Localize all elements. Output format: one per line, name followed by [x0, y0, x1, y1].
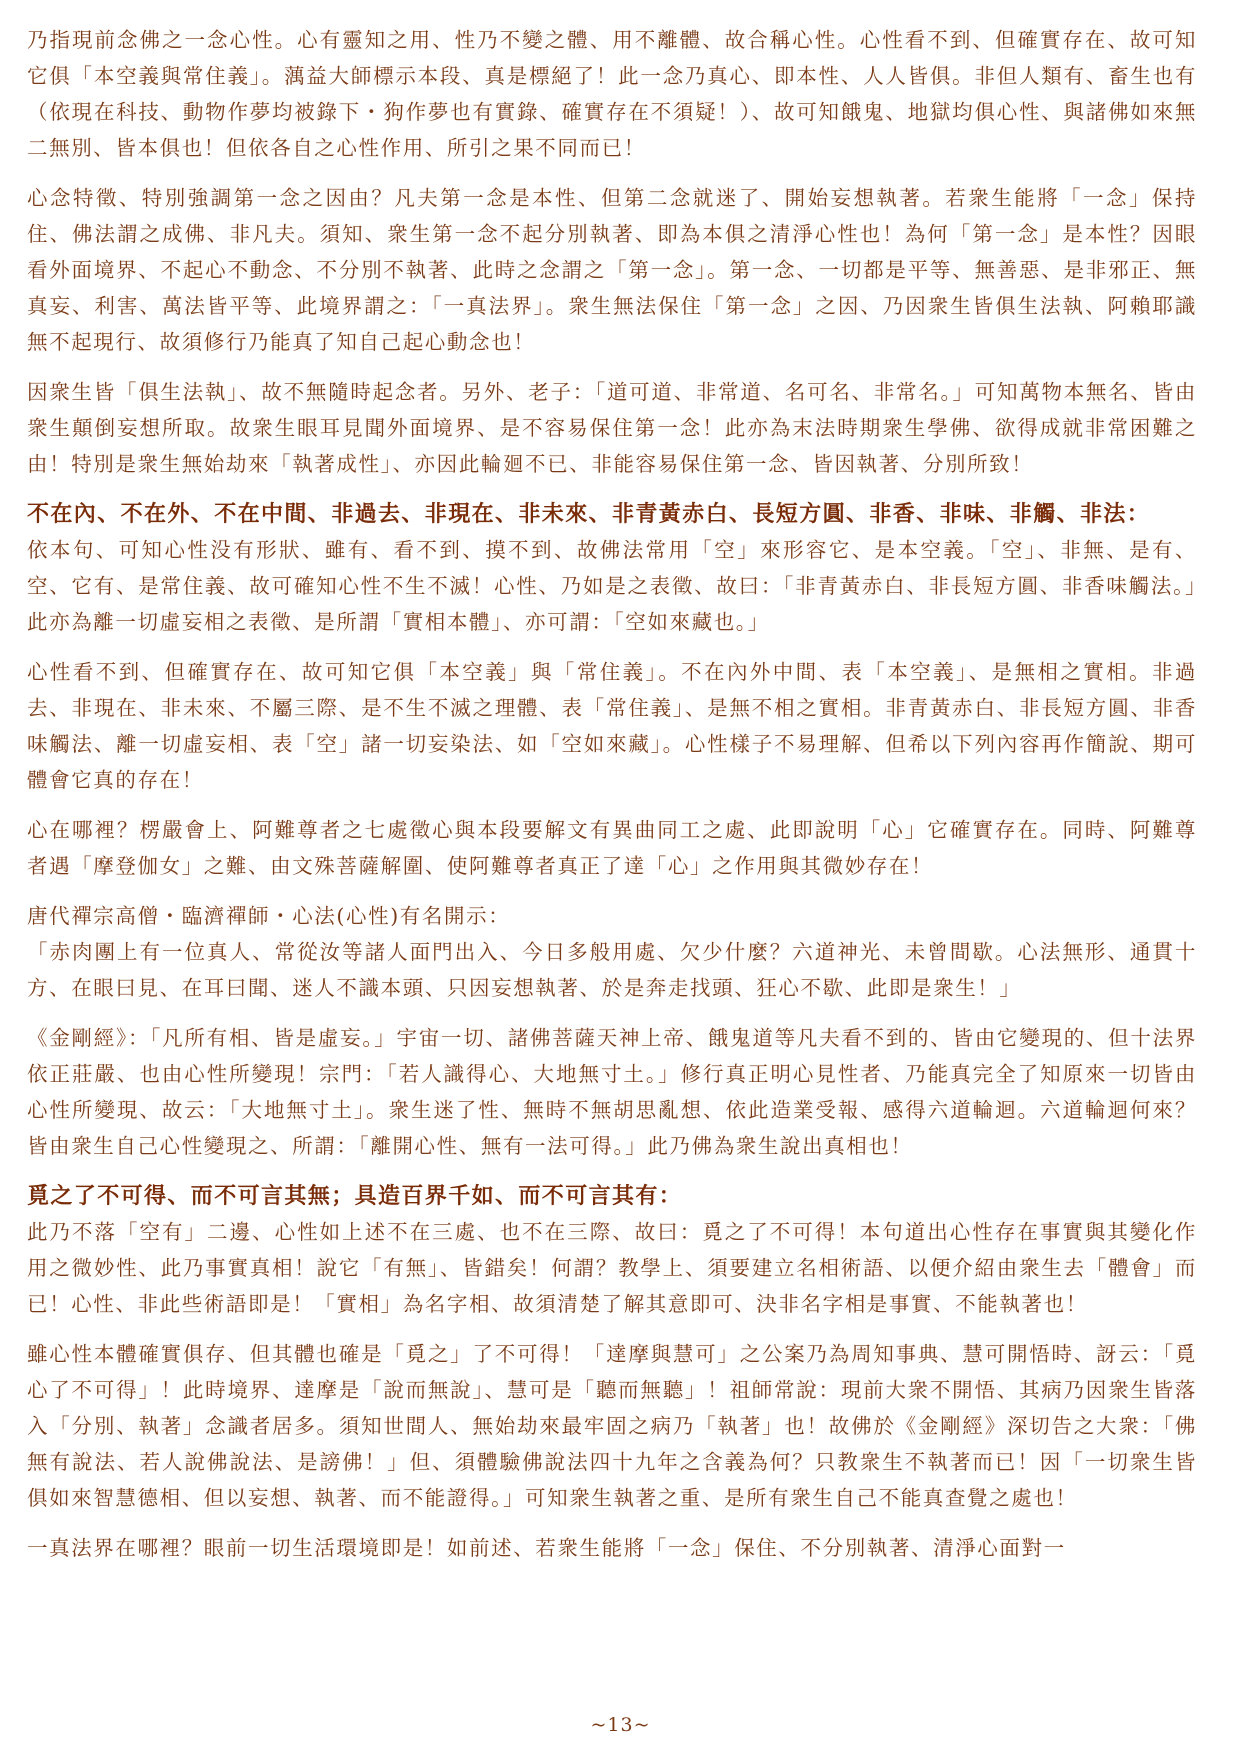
- paragraph-7: 此乃不落「空有」二邊、心性如上述不在三處、也不在三際、故曰：覓之了不可得！本句道出心性存在事實與其變化作用之微妙性、此乃事實真相！說它「有無」、皆錯矣！何謂？教學上、須要建立名相術語、以便介紹由衆生去「體會」而已！心性、非此些術語即是！「實相」為名字相、故須清楚了解其意即可、決非名字相是事實、不能執著也！: [27, 1220, 1197, 1316]
- page-number: ~13~: [590, 1714, 651, 1736]
- paragraph-9: 一真法界在哪裡？眼前一切生活環境即是！如前述、若衆生能將「一念」保住、不分別執著、清淨心面對一: [27, 1536, 1066, 1560]
- section-heading-1: 不在內、不在外、不在中間、非過去、非現在、非未來、非青黃赤白、長短方圓、非香、非味、非觸、非法：: [27, 501, 1151, 527]
- paragraph-1: 乃指現前念佛之一念心性。心有靈知之用、性乃不變之體、用不離體、故合稱心性。心性看不到、但確實存在、故可知它俱「本空義與常住義」。蕅益大師標示本段、真是標絕了！此一念乃真心、即本性、人人皆俱。非但人類有、畜生也有（依現在科技、動物作夢均被錄下・狗作夢也有實錄、確實存在不須疑！）、故可知餓鬼、地獄均俱心性、與諸佛如來無二無別、皆本俱也！但依各自之心性作用、所引之果不同而已！: [27, 28, 1197, 160]
- quote-intro: 唐代禪宗高僧・臨濟禪師・心法(心性)有名開示：: [27, 904, 511, 928]
- section-heading-2: 覓之了不可得、而不可言其無；具造百界千如、而不可言其有：: [27, 1183, 683, 1209]
- paragraph-2: 心念特徵、特別強調第一念之因由？凡夫第一念是本性、但第二念就迷了、開始妄想執著。若衆生能將「一念」保持住、佛法謂之成佛、非凡夫。須知、衆生第一念不起分別執著、即為本俱之清淨心性也！為何「第一念」是本性？因眼看外面境界、不起心不動念、不分別不執著、此時之念謂之「第一念」。第一念、一切都是平等、無善惡、是非邪正、無真妄、利害、萬法皆平等、此境界謂之：「一真法界」。衆生無法保住「第一念」之因、乃因衆生皆俱生法執、阿賴耶識無不起現行、故須修行乃能真了知自己起心動念也！: [27, 186, 1197, 354]
- paragraph-3: 因衆生皆「俱生法執」、故不無隨時起念者。另外、老子：「道可道、非常道、名可名、非常名。」可知萬物本無名、皆由衆生顛倒妄想所取。故衆生眼耳見聞外面境界、是不容易保住第一念！此亦為末法時期衆生學佛、欲得成就非常困難之由！特別是衆生無始劫來「執著成性」、亦因此輪廻不已、非能容易保住第一念、皆因執著、分別所致！: [27, 380, 1197, 476]
- paragraph-6: 心在哪裡？楞嚴會上、阿難尊者之七處徵心與本段要解文有異曲同工之處、此即說明「心」它確實存在。同時、阿難尊者遇「摩登伽女」之難、由文殊菩薩解圍、使阿難尊者真正了達「心」之作用與其微妙存在！: [27, 818, 1197, 878]
- quote-body: 「赤肉團上有一位真人、常從汝等諸人面門出入、今日多般用處、欠少什麼？六道神光、未曾間歇。心法無形、通貫十方、在眼曰見、在耳曰聞、迷人不識本頭、只因妄想執著、於是奔走找頭、狂心不歇、此即是衆生！」: [27, 940, 1197, 1000]
- paragraph-vajra-sutra: 《金剛經》：「凡所有相、皆是虛妄。」宇宙一切、諸佛菩薩天神上帝、餓鬼道等凡夫看不到的、皆由它變現的、但十法界依正莊嚴、也由心性所變現！宗門：「若人識得心、大地無寸土。」修行真正明心見性者、乃能真完全了知原來一切皆由心性所變現、故云：「大地無寸土」。衆生迷了性、無時不無胡思亂想、依此造業受報、感得六道輪迴。六道輪迴何來？皆由衆生自己心性變現之、所謂：「離開心性、無有一法可得。」此乃佛為衆生說出真相也！: [27, 1026, 1197, 1158]
- paragraph-4: 依本句、可知心性没有形狀、雖有、看不到、摸不到、故佛法常用「空」來形容它、是本空義。「空」、非無、是有、空、它有、是常住義、故可確知心性不生不滅！心性、乃如是之表徵、故曰：「非青黃赤白、非長短方圓、非香味觸法。」此亦為離一切虛妄相之表徵、是所謂「實相本體」、亦可謂：「空如來藏也。」: [27, 538, 1197, 634]
- paragraph-5: 心性看不到、但確實存在、故可知它俱「本空義」與「常住義」。不在內外中間、表「本空義」、是無相之實相。非過去、非現在、非未來、不屬三際、是不生不滅之理體、表「常住義」、是無不相之實相。非青黃赤白、非長短方圓、非香味觸法、離一切虛妄相、表「空」諸一切妄染法、如「空如來藏」。心性樣子不易理解、但希以下列內容再作簡說、期可體會它真的存在！: [27, 660, 1197, 792]
- paragraph-8: 雖心性本體確實俱存、但其體也確是「覓之」了不可得！「達摩與慧可」之公案乃為周知事典、慧可開悟時、訝云：「覓心了不可得」！此時境界、達摩是「說而無說」、慧可是「聽而無聽」！祖師常說：現前大衆不開悟、其病乃因衆生皆落入「分別、執著」念識者居多。須知世間人、無始劫來最牢固之病乃「執著」也！故佛於《金剛經》深切告之大衆：「佛無有說法、若人說佛說法、是謗佛！」但、須體驗佛說法四十九年之含義為何？只教衆生不執著而已！因「一切衆生皆俱如來智慧德相、但以妄想、執著、而不能證得。」可知衆生執著之重、是所有衆生自己不能真查覺之處也！: [27, 1342, 1197, 1510]
